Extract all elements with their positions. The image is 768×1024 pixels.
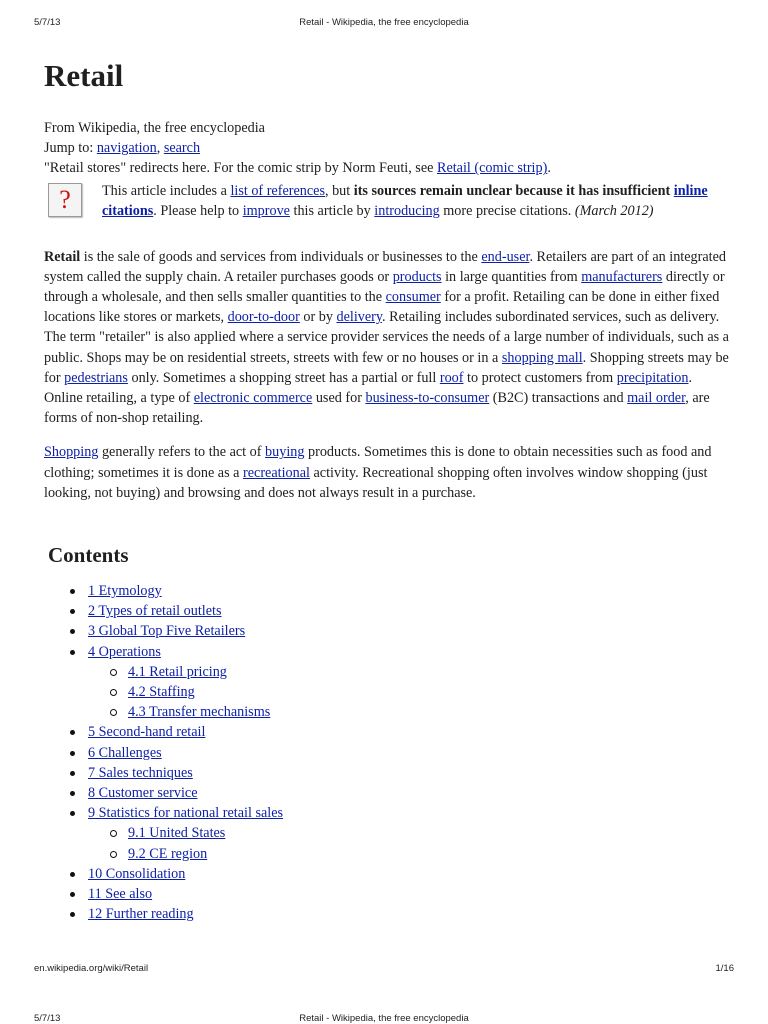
toc-item <box>70 601 734 621</box>
jump-to: Jump to: navigation, search <box>44 140 201 157</box>
mail-order-link[interactable]: mail order <box>627 390 686 407</box>
toc-item <box>70 763 734 783</box>
toc-subitem <box>110 844 734 864</box>
redirect-note: "Retail stores" redirects here. For the comic strip by Norm Feuti, see Retail (comic strip). <box>44 160 551 177</box>
toc-subitem <box>110 682 734 702</box>
delivery-link[interactable]: delivery <box>336 309 383 326</box>
toc-link[interactable]: 5 Second-hand retail <box>88 724 206 741</box>
page-title: Retail <box>44 58 124 93</box>
toc-item <box>70 884 734 904</box>
contents-heading: Contents <box>48 543 129 568</box>
table-of-contents <box>44 581 734 924</box>
jump-search-link[interactable]: search <box>163 140 201 157</box>
footer-url: en.wikipedia.org/wiki/Retail <box>34 963 149 974</box>
consumer-link[interactable]: consumer <box>385 289 441 306</box>
toc-link[interactable]: 12 Further reading <box>88 906 194 923</box>
shopping-mall-link[interactable]: shopping mall <box>501 349 583 366</box>
products-link[interactable]: products <box>392 268 442 285</box>
pedestrians-link[interactable]: pedestrians <box>64 369 128 386</box>
toc-item <box>70 803 734 864</box>
precipitation-link[interactable]: precipitation <box>616 369 689 386</box>
toc-item <box>70 581 734 601</box>
door-to-door-link[interactable]: door-to-door <box>227 309 300 326</box>
site-sub: From Wikipedia, the free encyclopedia <box>44 120 265 136</box>
intro-paragraph: Retail is the sale of goods and services from individuals or businesses to the end-user. Retailers are part of an integrated system called the supply chain. A retailer purchases goods or products in large quantities from manufacturers directly or through a wholesale, and then sells smaller quantities to the consumer for a profit. Retailing can be done in either fixed locations like stores or markets, door-to-door or by delivery. Retailing includes subordinated services, such as delivery. The term "retailer" is also applied where a service provider services the needs of a large number of individuals, such as a public. Shops may be on residential streets, streets with few or no houses or in a shopping mall. Shopping streets may be for pedestrians only. Sometimes a shopping street has a partial or full roof to protect customers from precipitation. Online retailing, a type of electronic commerce used for business-to-consumer (B2C) transactions and mail order, are forms of non-shop retailing. <box>44 248 729 427</box>
end-user-link[interactable]: end-user <box>481 248 530 265</box>
electronic-commerce-link[interactable]: electronic commerce <box>193 390 313 407</box>
toc-item <box>70 743 734 763</box>
toc-item <box>70 904 734 924</box>
toc-link[interactable]: 4 Operations <box>88 643 161 660</box>
toc-subitem <box>110 823 734 843</box>
list-of-references-link[interactable]: list of references <box>230 182 325 199</box>
print-date-next: 5/7/13 <box>34 1013 61 1024</box>
toc-link[interactable]: 1 Etymology <box>88 583 162 600</box>
toc-item <box>70 621 734 641</box>
toc-item <box>70 642 734 723</box>
notice-date: (March 2012) <box>574 202 654 219</box>
print-title: Retail - Wikipedia, the free encyclopedia <box>299 17 469 28</box>
toc-link[interactable]: 2 Types of retail outlets <box>88 603 222 620</box>
footer-page-number: 1/16 <box>715 963 734 974</box>
toc-item <box>70 783 734 803</box>
toc-link[interactable]: 3 Global Top Five Retailers <box>88 623 246 640</box>
toc-subitem <box>110 662 734 682</box>
business-to-consumer-link[interactable]: business-to-consumer <box>365 390 490 407</box>
toc-link[interactable]: 11 See also <box>88 886 153 903</box>
shopping-paragraph: Shopping generally refers to the act of buying products. Sometimes this is done to obtain necessities such as food and clothing; sometimes it is done as a recreational activity. Recreational shopping often involves window shopping (just looking, not buying) and browsing and does not always result in a purchase. <box>44 444 712 501</box>
toc-sublink[interactable]: 9.2 CE region <box>128 845 208 862</box>
toc-sublink[interactable]: 4.2 Staffing <box>128 684 195 701</box>
toc-link[interactable]: 9 Statistics for national retail sales <box>88 805 284 822</box>
print-header <box>34 17 734 31</box>
toc-item <box>70 864 734 884</box>
toc-link[interactable]: 7 Sales techniques <box>88 764 193 781</box>
toc-sublink[interactable]: 4.1 Retail pricing <box>128 663 227 680</box>
comic-strip-link[interactable]: Retail (comic strip) <box>436 160 548 177</box>
toc-item <box>70 722 734 742</box>
toc-link[interactable]: 10 Consolidation <box>88 865 186 882</box>
toc-sublink[interactable]: 4.3 Transfer mechanisms <box>128 704 271 721</box>
shopping-link[interactable]: Shopping <box>44 444 99 461</box>
notice-bold: its sources remain unclear because it has insufficient <box>353 182 674 199</box>
article-content <box>44 56 734 925</box>
toc-sublink[interactable]: 9.1 United States <box>128 825 226 842</box>
inline-citations-link[interactable]: inline citations <box>102 182 708 219</box>
toc-sublist <box>88 662 734 723</box>
citation-notice: ? This article includes a list of references, but its sources remain unclear because it has insufficient inline citations. Please help to improve this article by introducing more precise citations. (March 2012) <box>44 181 734 227</box>
manufacturers-link[interactable]: manufacturers <box>581 268 663 285</box>
question-mark-icon: ? <box>48 183 82 217</box>
recreational-link[interactable]: recreational <box>243 464 310 481</box>
toc-link[interactable]: 6 Challenges <box>88 744 162 761</box>
print-date: 5/7/13 <box>34 17 61 28</box>
print-header-next-page <box>34 1013 734 1024</box>
toc-link[interactable]: 8 Customer service <box>88 785 198 802</box>
toc-subitem <box>110 702 734 722</box>
improve-link[interactable]: improve <box>242 202 290 219</box>
print-footer <box>34 963 734 977</box>
introducing-link[interactable]: introducing <box>374 202 440 219</box>
toc-sublist <box>88 823 734 863</box>
print-title-next: Retail - Wikipedia, the free encyclopedia <box>299 1013 469 1024</box>
buying-link[interactable]: buying <box>265 444 305 461</box>
roof-link[interactable]: roof <box>439 369 464 386</box>
jump-navigation-link[interactable]: navigation <box>96 140 157 157</box>
